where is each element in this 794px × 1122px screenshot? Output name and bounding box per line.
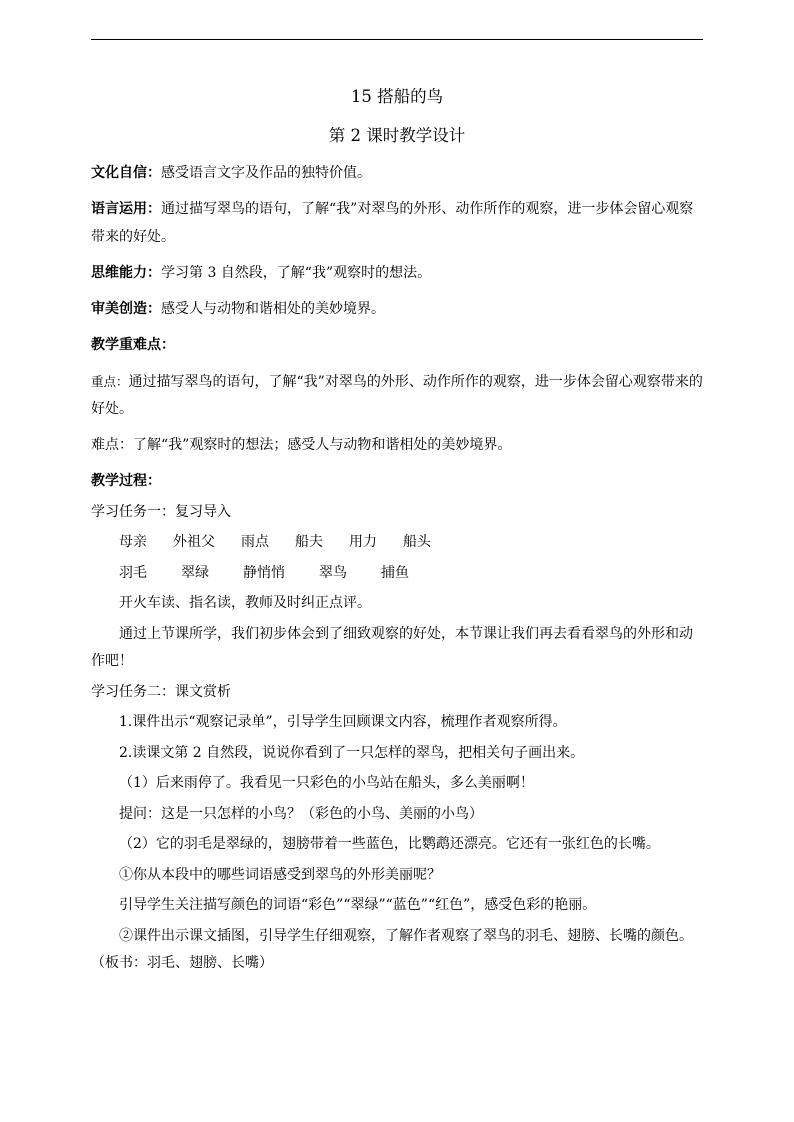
document-title: 15 搭船的鸟: [350, 87, 444, 106]
word-item: 翠绿: [181, 564, 209, 581]
objective-label: 审美创造：: [91, 300, 161, 317]
objective-label: 思维能力：: [91, 264, 161, 281]
difficulty-text: 了解“我”观察时的想法；感受人与动物和谐相处的美妙境界。: [133, 437, 512, 453]
objective-aesthetic: [91, 296, 703, 324]
task2-paragraph-8: ②课件出示课文插图，引导学生仔细观察，了解作者观察了翠鸟的羽毛、翅膀、长嘴的颜色。（板书：羽毛、翅膀、长嘴）: [91, 927, 693, 971]
task2-paragraph-4: 提问：这是一只怎样的小鸟？（彩色的小鸟、美丽的小鸟）: [119, 805, 483, 822]
word-item: 翠鸟: [319, 564, 347, 581]
word-item: 母亲: [119, 534, 147, 550]
word-item: 静悄悄: [243, 564, 285, 581]
objective-culture: [91, 160, 703, 188]
objective-text: 感受语言文字及作品的独特价值。: [161, 165, 371, 181]
word-item: 羽毛: [119, 564, 147, 581]
key-points-heading: 教学重难点：: [91, 336, 175, 353]
task2-paragraph-6: ①你从本段中的哪些词语感受到翠鸟的外形美丽呢？: [119, 866, 441, 883]
word-item: 用力: [349, 534, 377, 550]
task2-paragraph-3: （1）后来雨停了。我看见一只彩色的小鸟站在船头，多么美丽啊！: [119, 775, 534, 791]
objective-label: 文化自信：: [91, 165, 161, 181]
word-row-2: [91, 560, 703, 588]
task1-paragraph-1: 开火车读、指名读，教师及时纠正点评。: [119, 595, 371, 611]
key-point-focus: [91, 368, 703, 424]
header-rule: [91, 39, 703, 40]
word-item: 捕鱼: [381, 564, 409, 581]
document-page: [91, 78, 703, 981]
word-item: 船头: [403, 534, 431, 550]
focus-label: 重点：: [91, 373, 129, 389]
word-item: 外祖父: [173, 534, 215, 550]
objective-text: 通过描写翠鸟的语句，了解“我”对翠鸟的外形、动作所作的观察，进一步体会留心观察带来的好处。: [91, 201, 694, 245]
key-point-difficulty: [91, 432, 703, 460]
document-subtitle: 第 2 课时教学设计: [328, 126, 466, 145]
objective-text: 学习第 3 自然段，了解“我”观察时的想法。: [161, 264, 432, 281]
task1-title: 学习任务一：复习导入: [91, 503, 231, 520]
task2-title: 学习任务二：课文赏析: [91, 683, 231, 700]
word-item: 雨点: [241, 534, 269, 550]
word-row-1: [91, 529, 703, 557]
objective-text: 感受人与动物和谐相处的美妙境界。: [161, 300, 385, 317]
objective-language: [91, 196, 703, 251]
focus-text: 通过描写翠鸟的语句，了解“我”对翠鸟的外形、动作所作的观察，进一步体会留心观察带来的好处。: [91, 373, 703, 417]
process-heading: 教学过程：: [91, 473, 161, 489]
task2-paragraph-7: 引导学生关注描写颜色的词语“彩色”“翠绿”“蓝色”“红色”，感受色彩的艳丽。: [119, 897, 597, 913]
task1-paragraph-2: 通过上节课所学，我们初步体会到了细致观察的好处，本节课让我们再去看看翠鸟的外形和动作吧！: [91, 625, 693, 669]
objectives-list: [91, 160, 703, 323]
objective-thinking: [91, 260, 703, 288]
word-item: 船夫: [295, 534, 323, 550]
task2-paragraph-1: 1.课件出示“观察记录单”，引导学生回顾课文内容，梳理作者观察所得。: [119, 714, 567, 730]
difficulty-label: 难点：: [91, 437, 133, 453]
task2-paragraph-2: 2.读课文第 2 自然段，说说你看到了一只怎样的翠鸟，把相关句子画出来。: [119, 744, 585, 761]
task2-paragraph-5: （2）它的羽毛是翠绿的，翅膀带着一些蓝色，比鹦鹉还漂亮。它还有一张红色的长嘴。: [119, 836, 660, 852]
objective-label: 语言运用：: [91, 201, 161, 217]
